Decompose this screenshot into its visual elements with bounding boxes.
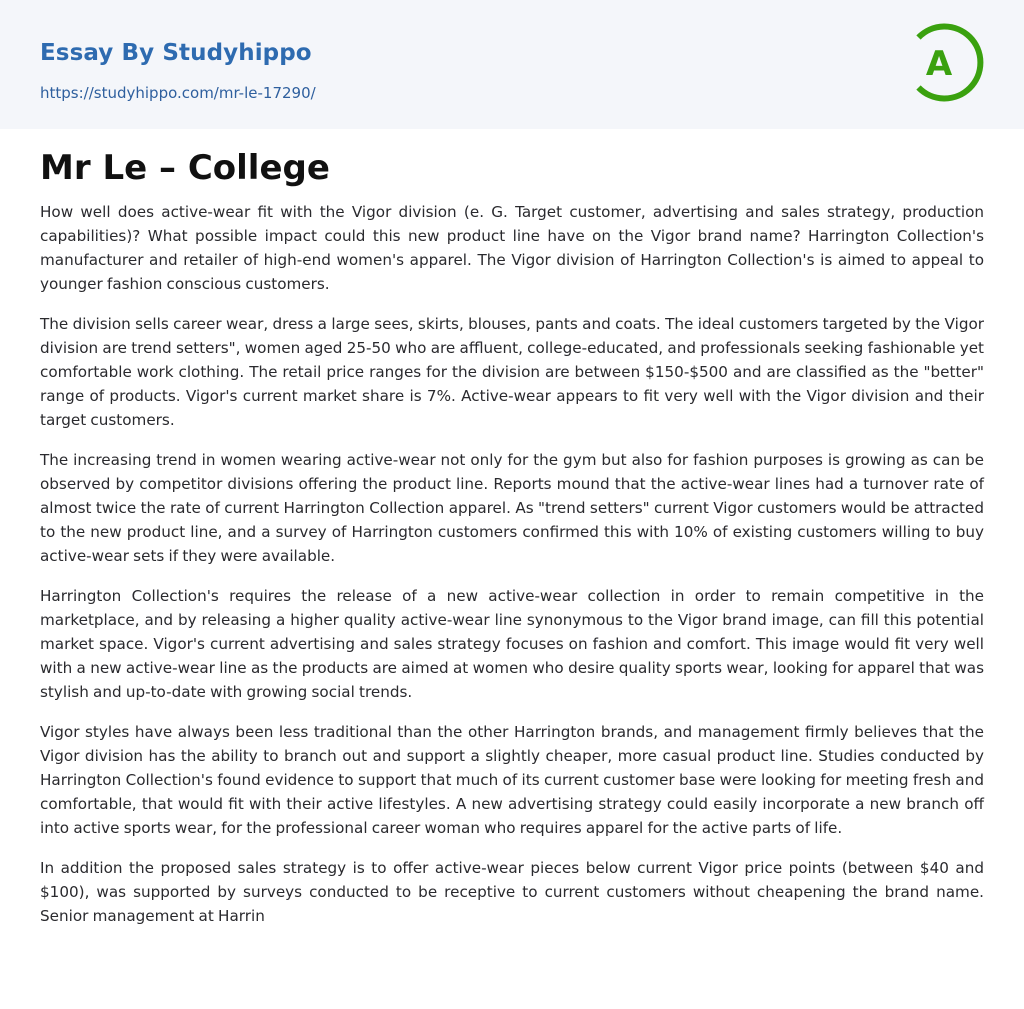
logo-letter: A [925,44,953,84]
paragraph-2: The division sells career wear, dress a large sees, skirts, blouses, pants and coats. The ideal customers targeted by the Vigor division are trend setters", women aged 25-50 who are affluent, college-educated, and professionals seeking fashionable yet comfortable work clothing. The retail price ranges for the division are between $150-$500 and are classified as the "better" range of products. Vigor's current market share is 7%. Active-wear appears to fit very well with the Vigor division and their target customers. [40,315,984,429]
site-title[interactable]: Essay By Studyhippo [40,40,312,66]
essay-url-link[interactable]: https://studyhippo.com/mr-le-17290/ [40,84,316,102]
page-title: Mr Le – College [40,148,330,188]
paragraph-6: In addition the proposed sales strategy is to offer active-wear pieces below current Vigor price points (between $40 and $100), was supported by surveys conducted to be receptive to current customers without cheapening the brand name. Senior management at Harrin [40,859,984,925]
paragraph-1: How well does active-wear fit with the Vigor division (e. G. Target customer, advertising and sales strategy, production capabilities)? What possible impact could this new product line have on the Vigor brand name? Harrington Collection's manufacturer and retailer of high-end women's apparel. The Vigor division of Harrington Collection's is aimed to appeal to younger fashion conscious customers. [40,203,984,293]
studyhippo-logo-icon[interactable] [912,19,986,105]
article-body [40,200,984,944]
paragraph-5: Vigor styles have always been less traditional than the other Harrington brands, and management firmly believes that the Vigor division has the ability to branch out and support a slightly cheaper, more casual product line. Studies conducted by Harrington Collection's found evidence to support that much of its current customer base were looking for meeting fresh and comfortable, that would fit with their active lifestyles. A new advertising strategy could easily incorporate a new branch off into active sports wear, for the professional career woman who requires apparel for the active parts of life. [40,723,984,837]
paragraph-3: The increasing trend in women wearing active-wear not only for the gym but also for fashion purposes is growing as can be observed by competitor divisions offering the product line. Reports mound that the active-wear lines had a turnover rate of almost twice the rate of current Harrington Collection apparel. As "trend setters" current Vigor customers would be attracted to the new product line, and a survey of Harrington customers confirmed this with 10% of existing customers willing to buy active-wear sets if they were available. [40,451,984,565]
paragraph-4: Harrington Collection's requires the release of a new active-wear collection in order to remain competitive in the marketplace, and by releasing a higher quality active-wear line synonymous to the Vigor brand image, can fill this potential market space. Vigor's current advertising and sales strategy focuses on fashion and comfort. This image would fit very well with a new active-wear line as the products are aimed at women who desire quality sports wear, looking for apparel that was stylish and up-to-date with growing social trends. [40,587,984,701]
